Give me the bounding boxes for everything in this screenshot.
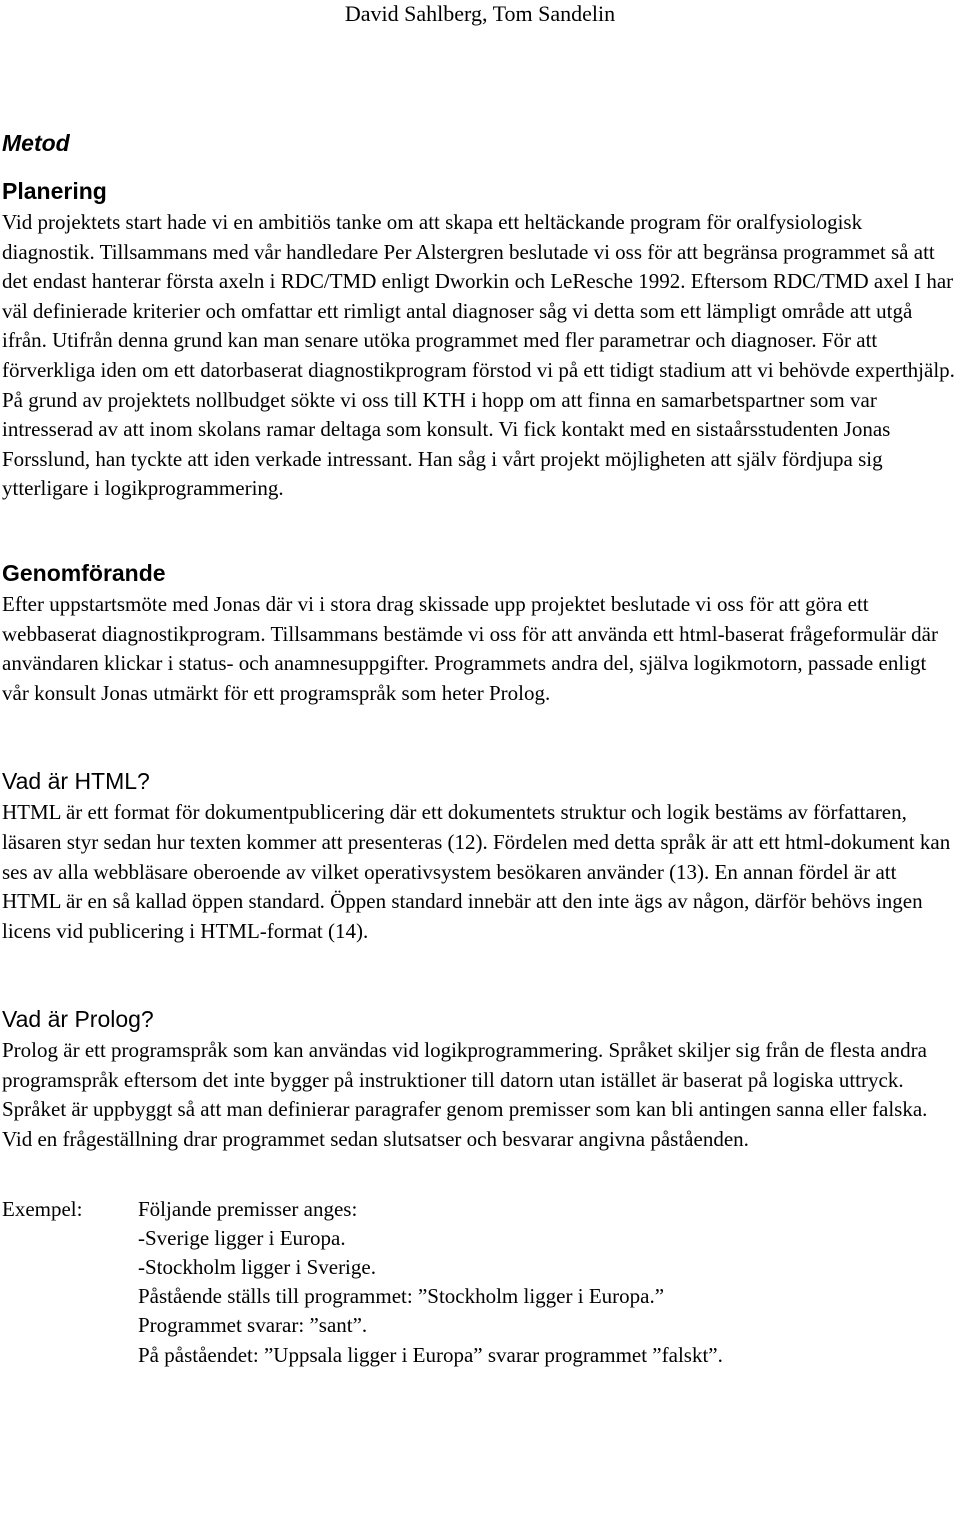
- example-line: -Stockholm ligger i Sverige.: [138, 1255, 376, 1280]
- example-line: -Sverige ligger i Europa.: [138, 1225, 346, 1250]
- section-title-metod: Metod: [2, 130, 70, 156]
- example-block: [2, 1195, 958, 1370]
- heading-vad-ar-html: Vad är HTML?: [2, 768, 150, 795]
- paragraph-html: HTML är ett format för dokumentpublicering där ett dokumentets struktur och logik bestäms av författaren, läsaren styr sedan hur texten kommer att presenteras (12). Fördelen med detta språk är att ett html-dokument kan ses av alla webbläsare oberoende av vilket operativsystem besökaren använder (13). En annan fördel är att HTML är en så kallad öppen standard. Öppen standard innebär att den inte ägs av någon, därför behövs ingen licens vid publicering i HTML-format (14).: [2, 800, 951, 943]
- example-line: Följande premisser anges:: [138, 1196, 358, 1221]
- heading-genomforande: Genomförande: [2, 559, 166, 586]
- paragraph-prolog: Prolog är ett programspråk som kan användas vid logikprogrammering. Språket skiljer sig från de flesta andra programspråk eftersom det inte bygger på instruktioner till datorn utan istället är baserat på logiska uttryck. Språket är uppbyggt så att man definierar paragrafer genom premisser som kan bli antingen sanna eller falska. Vid en frågeställning drar programmet sedan slutsatser och besvarar angivna påståenden.: [2, 1038, 928, 1152]
- example-label: Exempel:: [2, 1196, 83, 1221]
- running-header: David Sahlberg, Tom Sandelin: [344, 1, 616, 26]
- heading-vad-ar-prolog: Vad är Prolog?: [2, 1006, 154, 1033]
- heading-planering: Planering: [2, 178, 107, 204]
- example-line: På påståendet: ”Uppsala ligger i Europa” svarar programmet ”falskt”.: [138, 1342, 723, 1367]
- paragraph-genomforande: Efter uppstartsmöte med Jonas där vi i stora drag skissade upp projektet beslutade vi oss för att göra ett webbaserat diagnostikprogram. Tillsammans bestämde vi oss för att använda ett html-baserat frågeformulär där användaren klickar i status- och anamnesuppgifter. Programmets andra del, själva logikmotorn, passade enligt vår konsult Jonas utmärkt för ett programspråk som heter Prolog.: [2, 591, 938, 705]
- example-lines: [138, 1195, 958, 1370]
- example-line: Programmet svarar: ”sant”.: [138, 1313, 368, 1338]
- document-body: [2, 126, 958, 1370]
- paragraph-planering: Vid projektets start hade vi en ambitiös tanke om att skapa ett heltäckande program för oralfysiologisk diagnostik. Tillsammans med vår handledare Per Alstergren beslutade vi oss för att begränsa programmet så att det endast hanterar första axeln i RDC/TMD enligt Dworkin och LeResche 1992. Eftersom RDC/TMD axel I har väl definierade kriterier och omfattar ett rimligt antal diagnoser såg vi detta som ett lämpligt område att utgå ifrån. Utifrån denna grund kan man senare utöka programmet med fler parametrar och diagnoser. För att förverkliga iden om ett datorbaserat diagnostikprogram förstod vi på ett tidigt stadium att vi behövde experthjälp. På grund av projektets nollbudget sökte vi oss till KTH i hopp om att finna en samarbetspartner som var intresserad av att inom skolans ramar deltaga som konsult. Vi fick kontakt med en sistaårsstudenten Jonas Forsslund, han tyckte att iden verkade intressant. Han såg i vårt projekt möjligheten att själv fördjupa sig ytterligare i logikprogrammering.: [2, 210, 955, 501]
- example-line: Påstående ställs till programmet: ”Stockholm ligger i Europa.”: [138, 1284, 665, 1309]
